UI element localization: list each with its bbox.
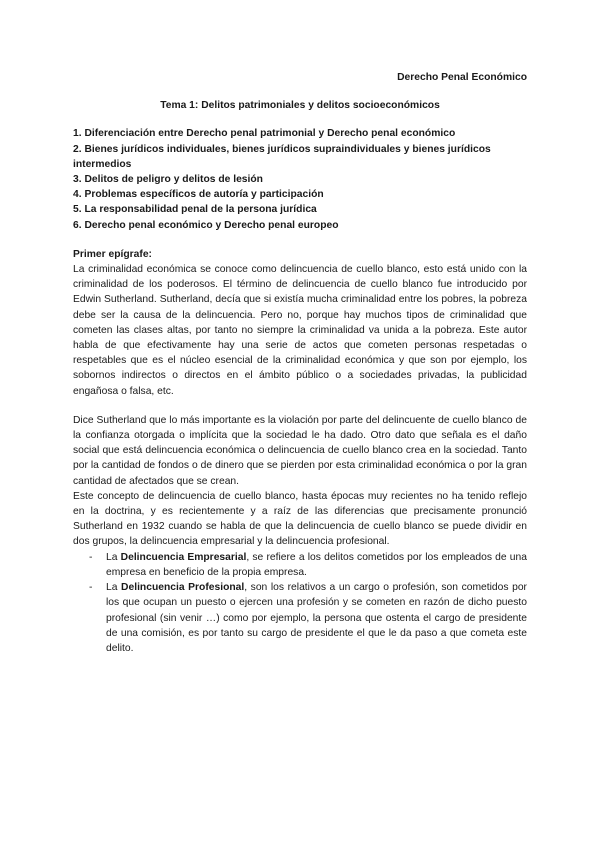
bullet-prefix: La (106, 551, 121, 563)
paragraph-1: La criminalidad económica se conoce como delincuencia de cuello blanco, esto está unido con la criminalidad de los poderosos. El término de delincuencia de cuello blanco fue introducido por Edwin Sutherland. Sutherland, decía que si existía mucha criminalidad entre los pobres, la pobreza debe ser la causa de la delincuencia. Pero no, porque hay muchos tipos de criminalidad que cometen las clases altas, por tanto no siempre la criminalidad va unida a la pobreza. Este autor habla de que efectivamente hay una serie de actos que cometen personas respetadas o respetables que es el núcleo esencial de la criminalidad económica y que son por ejemplo, los sobornos indirectos o directos en el ámbito público o a sociedades privadas, la publicidad engañosa o falsa, etc. (73, 264, 527, 397)
bullet-item-profesional (73, 580, 527, 656)
course-header: Derecho Penal Económico (397, 72, 527, 83)
toc-item: 4. Problemas específicos de autoría y participación (73, 189, 324, 201)
toc-item: 5. La responsabilidad penal de la persona jurídica (73, 204, 317, 216)
lesson-title: Tema 1: Delitos patrimoniales y delitos socioeconómicos (160, 100, 440, 112)
paragraph-3: Este concepto de delincuencia de cuello blanco, hasta épocas muy recientes no ha tenido reflejo en la doctrina, y es recientemente y a raíz de las diferencias que precisamente pronunció Sutherland en 1932 cuando se habla de que la delincuencia de cuello blanco se puede dividir en dos grupos, la delincuencia empresarial y la delincuencia profesional. (73, 490, 527, 548)
section-title: Primer epígrafe: (73, 248, 152, 260)
bullet-list (73, 550, 527, 656)
toc-item: 2. Bienes jurídicos individuales, bienes jurídicos supraindividuales y bienes jurídicos intermedios (73, 143, 491, 170)
bullet-term: Delincuencia Empresarial (120, 551, 247, 563)
bullet-text: , se refiere a los delitos cometidos por los empleados de una empresa en beneficio de la propia empresa. (106, 551, 527, 578)
paragraph-spacer (73, 399, 527, 413)
toc-item: 3. Delitos de peligro y delitos de lesión (73, 174, 263, 186)
toc-item: 6. Derecho penal económico y Derecho penal europeo (73, 219, 339, 231)
document-page (73, 70, 527, 656)
bullet-item-empresarial (73, 550, 527, 580)
bullet-text: , son los relativos a un cargo o profesión, son cometidos por los que ocupan un puesto o ejercen una profesión y se cometen en razón de dicho puesto profesional (sin venir …) como por ejemplo, la persona que ostenta el cargo de presidente de una comisión, es por tanto su cargo de presidente el que le da paso a que cometa este delito. (106, 582, 527, 654)
bullet-term: Delincuencia Profesional (121, 582, 245, 594)
bullet-prefix: La (106, 582, 122, 594)
toc-item: 1. Diferenciación entre Derecho penal patrimonial y Derecho penal económico (73, 128, 456, 140)
paragraph-2: Dice Sutherland que lo más importante es la violación por parte del delincuente de cuello blanco de la confianza otorgada o implícita que la sociedad le ha dado. Otro dato que señala es el daño social que está delincuencia económica o delincuencia de cuello blanco crea en la sociedad. Tanto por la cantidad de fondos o de dinero que se pierden por esta criminalidad económica o por la gran cantidad de afectados que se crean. (73, 414, 527, 487)
bullet-dash: - (89, 551, 93, 563)
table-of-contents (73, 126, 527, 232)
bullet-dash: - (89, 582, 93, 594)
